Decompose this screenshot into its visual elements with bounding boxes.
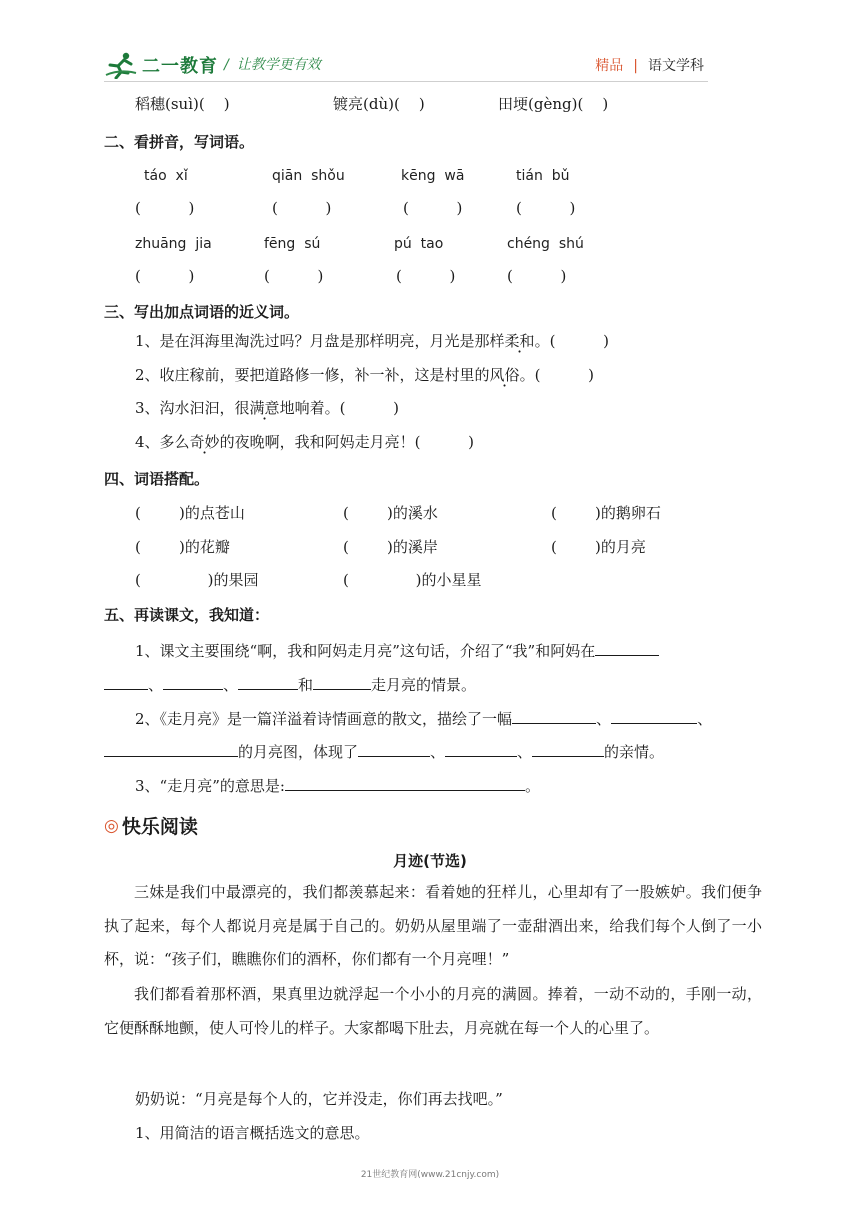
question: 4、多么奇妙的夜晚啊，我和阿妈走月亮！( ) xyxy=(135,433,474,451)
question: 1、是在洱海里淘洗过吗？月盘是那样明亮，月光是那样柔和。( ) xyxy=(135,332,609,350)
header-right: 精品 | 语文学科 xyxy=(595,58,704,74)
word-item: 镀亮(dù)( ) xyxy=(333,95,425,113)
match-item[interactable]: ( )的溪岸 xyxy=(343,538,438,556)
section-title: 三、写出加点词语的近义词。 xyxy=(104,303,300,321)
question: 3、“走月亮”的意思是: 。 xyxy=(135,774,540,796)
fill-blank[interactable] xyxy=(104,740,238,757)
pinyin: tián bǔ xyxy=(516,168,570,184)
pinyin: fēng sú xyxy=(264,236,321,252)
pinyin: pú tao xyxy=(394,236,444,252)
fill-blank[interactable] xyxy=(595,639,659,656)
section-title: 四、词语搭配。 xyxy=(104,470,210,488)
answer-blank[interactable]: ( ) xyxy=(135,267,195,285)
fill-blank[interactable] xyxy=(358,740,430,757)
answer-blank[interactable]: ( ) xyxy=(396,267,456,285)
fill-blank[interactable] xyxy=(238,673,298,690)
fill-blank[interactable] xyxy=(532,740,604,757)
reading-question: 1、用简洁的语言概括选文的意思。 xyxy=(135,1124,370,1142)
runner-icon xyxy=(104,51,138,79)
section-title: 五、再读课文，我知道： xyxy=(104,606,270,624)
fill-blank[interactable] xyxy=(104,673,148,690)
slogan: / 让教学更有效 xyxy=(224,57,321,73)
reading-paragraph: 奶奶说：“月亮是每个人的，它并没走，你们再去找吧。” xyxy=(135,1090,503,1108)
brand-name: 二一教育 xyxy=(142,56,218,77)
reading-paragraph: 三妹是我们中最漂亮的，我们都羡慕起来：看着她的狂样儿，心里却有了一股嫉妒。我们便争执了起来，每个人都说月亮是属于自己的。奶奶从屋里端了一壶甜酒出来，给我们每个人倒了一小杯，说：“孩子们，瞧瞧你们的酒杯，你们都有一个月亮哩！” xyxy=(104,883,762,968)
answer-blank[interactable]: ( ) xyxy=(272,199,332,217)
pinyin: chéng shú xyxy=(507,236,584,252)
header-divider xyxy=(104,81,708,82)
reading-section-title: ◎ 快乐阅读 xyxy=(104,815,198,838)
question: 1、课文主要围绕“啊，我和阿妈走月亮”这句话，介绍了“我”和阿妈在 xyxy=(135,639,659,661)
fill-blank[interactable] xyxy=(512,707,596,724)
match-item[interactable]: ( )的果园 xyxy=(135,571,259,589)
question-cont: 、 、 和 走月亮的情景。 xyxy=(104,673,476,695)
circle-bullet-icon: ◎ xyxy=(104,815,119,836)
fill-blank[interactable] xyxy=(611,707,697,724)
question: 3、沟水汩汩，很满意地响着。( ) xyxy=(135,399,399,417)
pinyin: táo xǐ xyxy=(144,168,188,184)
fill-blank[interactable] xyxy=(285,774,525,791)
match-item[interactable]: ( )的花瓣 xyxy=(135,538,230,556)
section-title: 二、看拼音，写词语。 xyxy=(104,133,255,151)
word-item: 田埂(gèng)( ) xyxy=(498,95,609,113)
pinyin: zhuāng jia xyxy=(135,236,212,252)
fill-blank[interactable] xyxy=(163,673,223,690)
page-header xyxy=(0,0,860,90)
pinyin: kēng wā xyxy=(401,168,465,184)
fill-blank[interactable] xyxy=(445,740,517,757)
match-item[interactable]: ( )的月亮 xyxy=(551,538,646,556)
fill-blank[interactable] xyxy=(313,673,371,690)
match-item[interactable]: ( )的小星星 xyxy=(343,571,482,589)
question: 2、《走月亮》是一篇洋溢着诗情画意的散文，描绘了一幅 、 、 xyxy=(135,707,712,729)
word-item: 稻穗(suì)( ) xyxy=(135,95,230,113)
subject-label: 语文学科 xyxy=(648,58,704,74)
answer-blank[interactable]: ( ) xyxy=(507,267,567,285)
answer-blank[interactable]: ( ) xyxy=(516,199,576,217)
question-cont: 的月亮图，体现了 、 、 的亲情。 xyxy=(104,740,664,762)
answer-blank[interactable]: ( ) xyxy=(403,199,463,217)
answer-blank[interactable]: ( ) xyxy=(135,199,195,217)
answer-blank[interactable]: ( ) xyxy=(264,267,324,285)
brand-logo xyxy=(104,48,218,82)
page-footer: 21世纪教育网(www.21cnjy.com) xyxy=(360,1170,500,1180)
pinyin: qiān shǒu xyxy=(272,168,345,184)
match-item[interactable]: ( )的点苍山 xyxy=(135,504,245,522)
match-item[interactable]: ( )的溪水 xyxy=(343,504,438,522)
question: 2、收庄稼前，要把道路修一修，补一补，这是村里的风俗。( ) xyxy=(135,366,594,384)
reading-title: 月迹(节选) xyxy=(393,852,467,870)
reading-paragraph: 我们都看着那杯酒，果真里边就浮起一个小小的月亮的满圆。捧着，一动不动的，手刚一动，它便酥酥地颤，使人可怜儿的样子。大家都喝下肚去，月亮就在每一个人的心里了。 xyxy=(104,985,762,1037)
match-item[interactable]: ( )的鹅卵石 xyxy=(551,504,661,522)
tag-label: 精品 xyxy=(595,58,624,74)
